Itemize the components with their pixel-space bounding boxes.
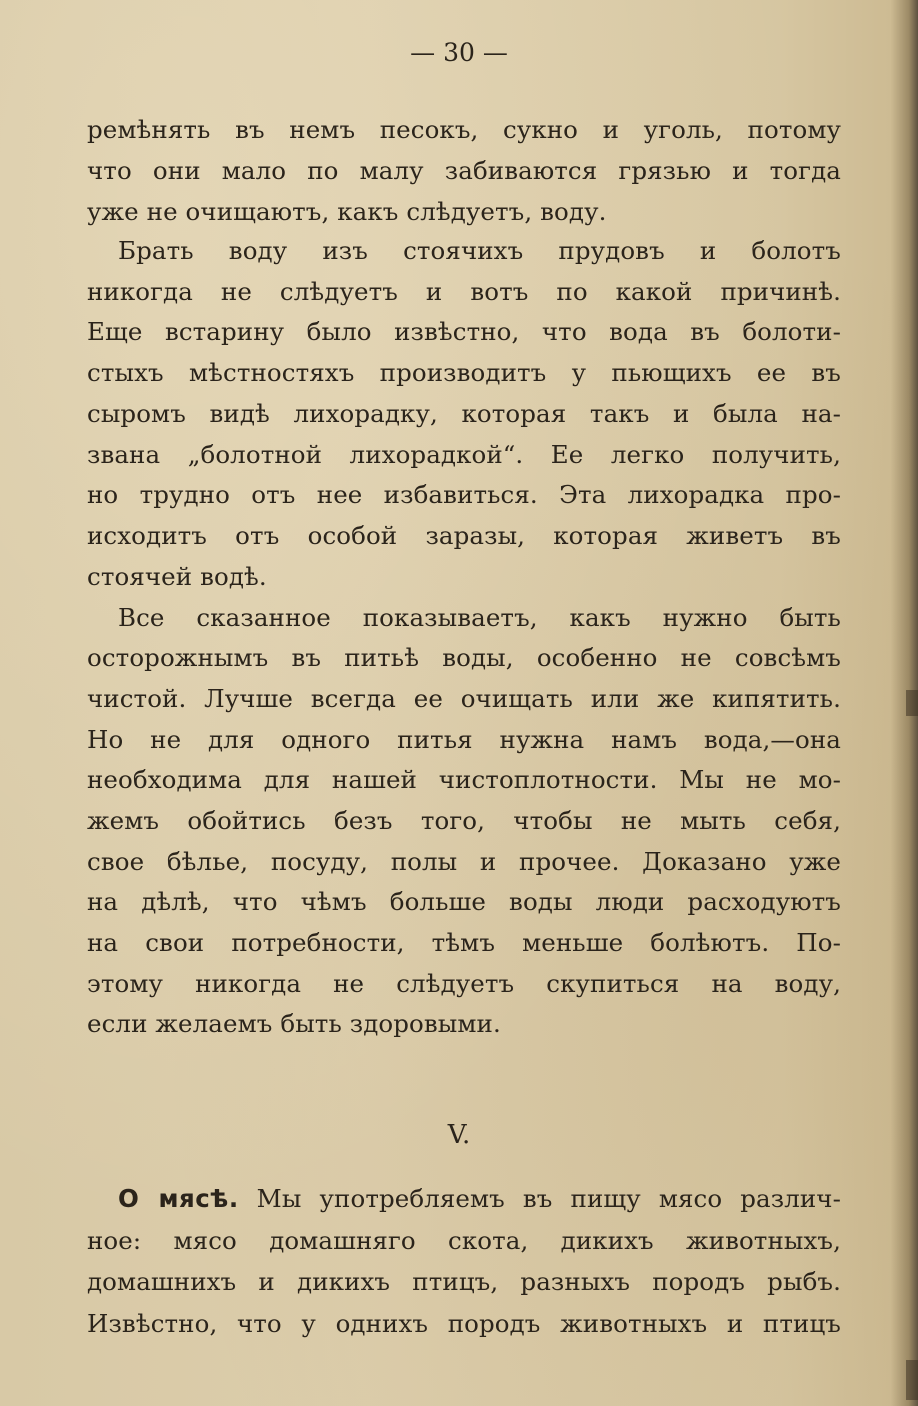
text-line: жемъ обойтись безъ того, чтобы не мыть себя, [87,806,841,835]
text-line: Извѣстно, что у однихъ породъ животныхъ и птицъ [87,1309,841,1338]
text-line: чистой. Лучше всегда ее очищать или же кипятить. [87,684,841,713]
text-line: на дѣлѣ, что чѣмъ больше воды люди расходуютъ [87,887,841,916]
text-line: домашнихъ и дикихъ птицъ, разныхъ породъ рыбъ. [87,1267,841,1296]
text-line: но трудно отъ нее избавиться. Эта лихорадка про- [87,480,841,509]
text-line: свое бѣлье, посуду, полы и прочее. Доказано уже [87,847,841,876]
section-first-line [118,1183,841,1215]
chapter-numeral: V. [447,1120,471,1150]
text-line: на свои потребности, тѣмъ меньше болѣютъ. По- [87,928,841,957]
section-heading: О мясѣ. [118,1184,239,1213]
text-line: Но не для одного питья нужна намъ вода,—она [87,725,841,754]
text-line: что они мало по малу забиваются грязью и тогда [87,156,841,185]
text-line: уже не очищаютъ, какъ слѣдуетъ, воду. [87,197,607,226]
text-line: ремѣнять въ немъ песокъ, сукно и уголь, потому [87,115,841,144]
text-line: никогда не слѣдуетъ и вотъ по какой причинѣ. [87,277,841,306]
page-edge-mark [906,690,918,716]
text-line: стоячей водѣ. [87,562,267,591]
text-line: Брать воду изъ стоячихъ прудовъ и болотъ [118,236,841,265]
text-line: ное: мясо домашняго скота, дикихъ животныхъ, [87,1226,841,1255]
page-edge-mark [906,1360,918,1400]
text-line: исходитъ отъ особой заразы, которая живетъ въ [87,521,841,550]
text-line: звана „болотной лихорадкой“. Ее легко получить, [87,440,841,469]
text-line: этому никогда не слѣдуетъ скупиться на воду, [87,969,841,998]
text-line-rest: Мы употребляемъ въ пищу мясо различ- [238,1184,841,1213]
text-line: стыхъ мѣстностяхъ производитъ у пьющихъ ее въ [87,358,841,387]
text-line: осторожнымъ въ питьѣ воды, особенно не совсѣмъ [87,643,841,672]
text-line: Все сказанное показываетъ, какъ нужно быть [118,603,841,632]
page-number: — 30 — [410,38,508,67]
text-line: Еще встарину было извѣстно, что вода въ болоти- [87,317,841,346]
text-line: сыромъ видѣ лихорадку, которая такъ и была на- [87,399,841,428]
text-line: необходима для нашей чистоплотности. Мы не мо- [87,765,841,794]
text-line: если желаемъ быть здоровыми. [87,1009,501,1038]
